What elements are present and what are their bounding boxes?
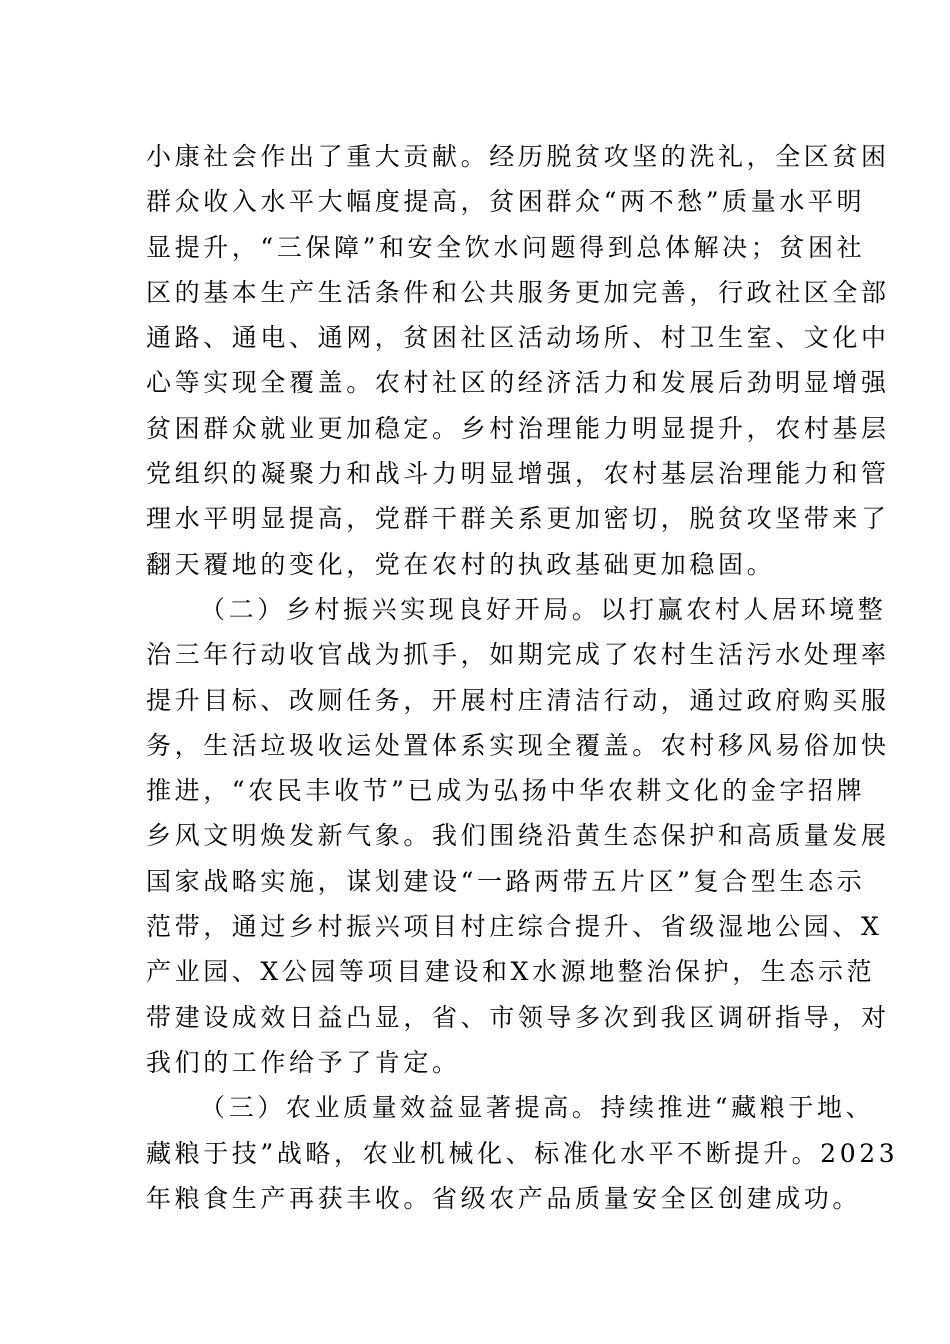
text-line: 乡风文明焕发新气象。我们围绕沿黄生态保护和高质量发展: [146, 821, 890, 851]
text-line: 产业园、X公园等项目建设和X水源地整治保护，生态示范: [146, 957, 876, 987]
text-line: 理水平明显提高，党群干群关系更加密切，脱贫攻坚带来了: [146, 504, 890, 534]
text-line: 贫困群众就业更加稳定。乡村治理能力明显提升，农村基层: [146, 413, 890, 443]
text-line: 治三年行动收官战为抓手，如期完成了农村生活污水处理率: [146, 640, 890, 670]
body-text: [146, 134, 899, 1221]
text-line: 国家战略实施，谋划建设“一路两带五片区”复合型生态示: [146, 866, 866, 896]
text-line: 年粮食生产再获丰收。省级农产品质量安全区创建成功。: [146, 1183, 862, 1213]
text-line: 藏粮于技”战略，农业机械化、标准化水平不断提升。2023: [146, 1138, 899, 1168]
text-line: 党组织的凝聚力和战斗力明显增强，农村基层治理能力和管: [146, 459, 890, 489]
text-line: 带建设成效日益凸显，省、市领导多次到我区调研指导，对: [146, 1002, 890, 1032]
text-line: 提升目标、改厕任务，开展村庄清洁行动，通过政府购买服: [146, 685, 890, 715]
text-line: 推进，“农民丰收节”已成为弘扬中华农耕文化的金字招牌: [146, 776, 866, 806]
text-line: 显提升，“三保障”和安全饮水问题得到总体解决；贫困社: [146, 232, 866, 262]
text-line: 范带，通过乡村振兴项目村庄综合提升、省级湿地公园、X: [146, 912, 883, 942]
text-line: 心等实现全覆盖。农村社区的经济活力和发展后劲明显增强: [146, 368, 890, 398]
text-line: 我们的工作给予了肯定。: [146, 1047, 461, 1077]
text-line: 群众收入水平大幅度提高，贫困群众“两不愁”质量水平明: [146, 187, 866, 217]
text-line: 小康社会作出了重大贡献。经历脱贫攻坚的洗礼，全区贫困: [146, 142, 890, 171]
text-line: 务，生活垃圾收运处置体系实现全覆盖。农村移风易俗加快: [146, 730, 890, 760]
text-line: 区的基本生产生活条件和公共服务更加完善，行政社区全部: [146, 277, 890, 307]
text-line: 通路、通电、通网，贫困社区活动场所、村卫生室、文化中: [146, 323, 890, 353]
text-line: 翻天覆地的变化，党在农村的执政基础更加稳固。: [146, 549, 776, 579]
section-heading-line: （三）农业质量效益显著提高。持续推进“藏粮于地、: [200, 1093, 875, 1123]
section-heading-line: （二）乡村振兴实现良好开局。以打赢农村人居环境整: [200, 594, 887, 624]
